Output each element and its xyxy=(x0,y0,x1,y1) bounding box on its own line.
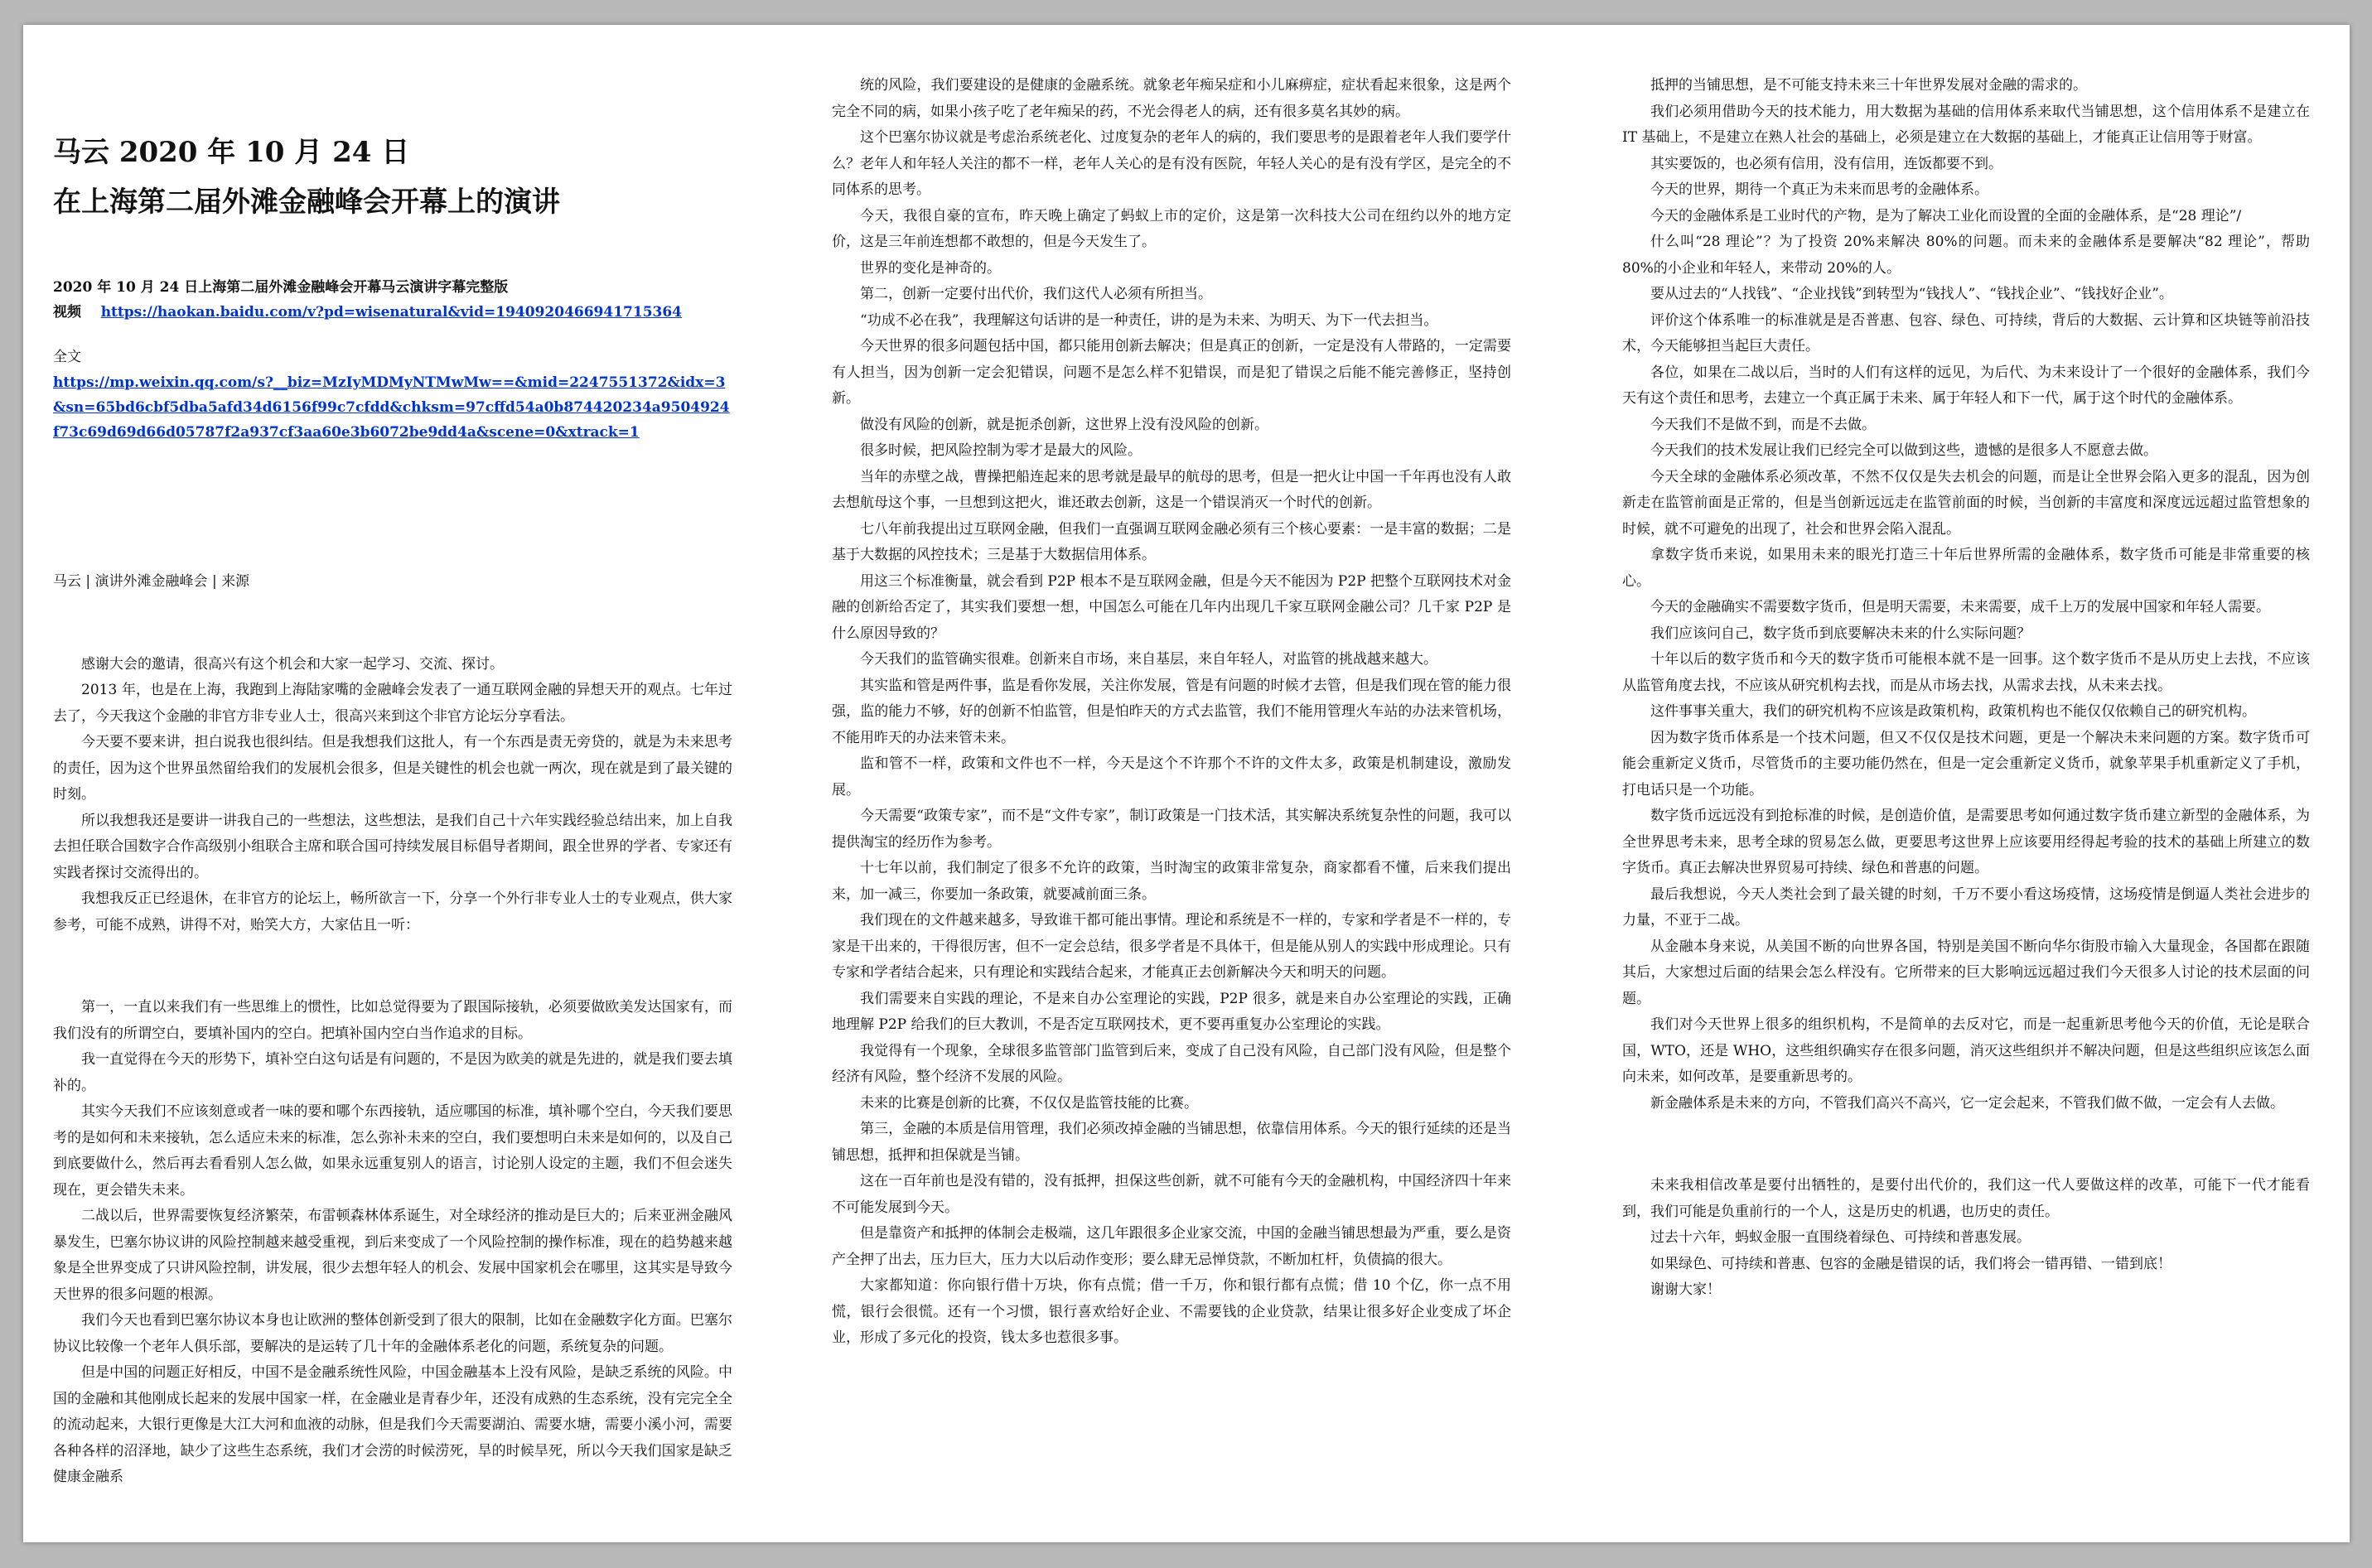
column-left xyxy=(53,71,732,1491)
paragraph: 我们应该问自己，数字货币到底要解决未来的什么实际问题？ xyxy=(1650,625,2031,642)
paragraph: 用这三个标准衡量，就会看到 P2P 根本不是互联网金融，但是今天不能因为 P2P 把整个互联网技术对金融的创新给否定了，其实我们要想一想，中国怎么可能在几年内出现几千家互联网金融公司？几千家 P2P 是什么原因导致的？ xyxy=(832,572,1511,642)
column-middle xyxy=(832,73,1511,1352)
paragraph: 世界的变化是神奇的。 xyxy=(860,259,1001,277)
paragraph: 二战以后，世界需要恢复经济繁荣，布雷顿森林体系诞生，对全球经济的推动是巨大的；后来亚洲金融风暴发生，巴塞尔协议讲的风险控制越来越受重视，到后来变成了一个风险控制的操作标准，现在的趋势越来越象是全世界变成了只讲风险控制，讲发展，很少去想年轻人的机会、发展中国家机会在哪里，这其实是导致今天世界的很多问题的根源。 xyxy=(53,1208,732,1303)
paragraph: 这件事事关重大，我们的研究机构不应该是政策机构，政策机构也不能仅仅依赖自己的研究机构。 xyxy=(1650,703,2256,720)
paragraph: 数字货币远远没有到抢标准的时候，是创造价值，是需要思考如何通过数字货币建立新型的金融体系，为全世界思考未来，思考全球的贸易怎么做，更要思考这世界上应该要用经得起考验的技术的基础上所建立的数字货币。真正去解决世界贸易可持续、绿色和普惠的问题。 xyxy=(1622,808,2310,876)
paragraph: 未来我相信改革是要付出牺牲的，是要付出代价的，我们这一代人要做这样的改革，可能下一代才能看到，我们可能是负重前行的一个人，这是历史的机遇，也历史的责任。 xyxy=(1622,1177,2310,1220)
paragraph: 2013 年，也是在上海，我跑到上海陆家嘴的金融峰会发表了一通互联网金融的异想天开的观点。七年过去了，今天我这个金融的非官方非专业人士，很高兴来到这个非官方论坛分享看法。 xyxy=(53,682,732,725)
paragraph-gap xyxy=(1622,1131,2310,1159)
paragraph: 今天的金融体系是工业时代的产物，是为了解决工业化而设置的全面的金融体系，是“28 理论”/ xyxy=(1650,207,2242,224)
video-label: 视频 xyxy=(53,304,81,321)
paragraph: 十七年以前，我们制定了很多不允许的政策，当时淘宝的政策非常复杂，商家都看不懂，后来我们提出来，加一减三，你要加一条政策，就要减前面三条。 xyxy=(832,860,1511,903)
video-link[interactable]: https://haokan.baidu.com/v?pd=wisenatural&vid=1940920466941715364 xyxy=(100,304,683,321)
paragraph: 我们现在的文件越来越多，导致谁干都可能出事情。理论和系统是不一样的，专家和学者是不一样的，专家是干出来的，干得很厉害，但不一定会总结，很多学者是不具体干，但是能从别人的实践中形成理论。只有专家和学者结合起来，只有理论和实践结合起来，才能真正去创新解决今天和明天的问题。 xyxy=(832,912,1511,981)
paragraph: 其实今天我们不应该刻意或者一味的要和哪个东西接轨，适应哪国的标准，填补哪个空白，今天我们要思考的是如何和未来接轨，怎么适应未来的标准，怎么弥补未来的空白，我们要想明白未来是如何的，以及自己到底要做什么，然后再去看看别人怎么做，如果永远重复别人的语言，讨论别人设定的主题，我们不但会迷失现在，更会错失未来。 xyxy=(53,1103,732,1199)
paragraph: 今天世界的很多问题包括中国，都只能用创新去解决；但是真正的创新，一定是没有人带路的，一定需要有人担当，因为创新一定会犯错误，问题不是怎么样不犯错误，而是犯了错误之后能不能完善修正，坚持创新。 xyxy=(832,338,1511,407)
video-row xyxy=(53,300,732,326)
paragraph: 今天我们不是做不到，而是不去做。 xyxy=(1650,416,1876,433)
byline: 马云 | 演讲外滩金融峰会 | 来源 xyxy=(53,573,250,590)
paragraph: 做没有风险的创新，就是扼杀创新，这世界上没有没风险的创新。 xyxy=(860,416,1268,433)
paragraph: 今天要不要来讲，担白说我也很纠结。但是我想我们这批人，有一个东西是责无旁贷的，就是为未来思考的责任，因为这个世界虽然留给我们的发展机会很多，但是关键性的机会也就一两次，现在就是到了最关键的时刻。 xyxy=(53,734,732,803)
paragraph: 大家都知道：你向银行借十万块，你有点慌；借一千万，你和银行都有点慌；借 10 个亿，你一点不用慌，银行会很慌。还有一个习惯，银行喜欢给好企业、不需要钱的企业贷款，结果让很多好企业变成了坏企业，形成了多元化的投资，钱太多也惹很多事。 xyxy=(832,1277,1511,1346)
paragraph: 因为数字货币体系是一个技术问题，但又不仅仅是技术问题，更是一个解决未来问题的方案。数字货币可能会重新定义货币，尽管货币的主要功能仍然在，但是一定会重新定义货币，就象苹果手机重新定义了手机，打电话只是一个功能。 xyxy=(1622,729,2310,798)
paragraph: 这在一百年前也是没有错的，没有抵押，担保这些创新，就不可能有今天的金融机构，中国经济四十年来不可能发展到今天。 xyxy=(832,1173,1511,1216)
paragraph: 今天我们的技术发展让我们已经完全可以做到这些，遗憾的是很多人不愿意去做。 xyxy=(1650,442,2157,459)
paragraph: 拿数字货币来说，如果用未来的眼光打造三十年后世界所需的金融体系，数字货币可能是非常重要的核心。 xyxy=(1622,547,2310,590)
paragraph: 当年的赤壁之战，曹操把船连起来的思考就是最早的航母的思考，但是一把火让中国一千年再也没有人敢去想航母这个事，一旦想到这把火，谁还敢去创新，这是一个错误消灭一个时代的创新。 xyxy=(832,468,1511,511)
body-left xyxy=(53,652,732,1491)
paragraph: 第一，一直以来我们有一些思维上的惯性，比如总觉得要为了跟国际接轨，必须要做欧美发达国家有，而我们没有的所谓空白，要填补国内的空白。把填补国内空白当作追求的目标。 xyxy=(53,999,732,1042)
paragraph: 我们对今天世界上很多的组织机构，不是简单的去反对它，而是一起重新思考他今天的价值，无论是联合国，WTO，还是 WHO，这些组织确实存在很多问题，消灭这些组织并不解决问题，但是这些组织应该怎么面向未来，如何改革，是要重新思考的。 xyxy=(1622,1016,2310,1085)
paragraph: 七八年前我提出过互联网金融，但我们一直强调互联网金融必须有三个核心要素：一是丰富的数据；二是基于大数据的风控技术；三是基于大数据信用体系。 xyxy=(832,520,1511,563)
paragraph: 今天，我很自豪的宣布，昨天晚上确定了蚂蚁上市的定价，这是第一次科技大公司在纽约以外的地方定价，这是三年前连想都不敢想的，但是今天发生了。 xyxy=(832,207,1511,250)
paragraph: 感谢大会的邀请，很高兴有这个机会和大家一起学习、交流、探讨。 xyxy=(81,655,504,673)
paragraph: 新金融体系是未来的方向，不管我们高兴不高兴，它一定会起来，不管我们做不做，一定会有人去做。 xyxy=(1650,1094,2284,1112)
paragraph: “功成不必在我”，我理解这句话讲的是一种责任，讲的是为未来、为明天、为下一代去担当。 xyxy=(860,311,1438,329)
paragraph: 今天的世界，期待一个真正为未来而思考的金融体系。 xyxy=(1650,181,1988,198)
paragraph: 我们必须用借助今天的技术能力，用大数据为基础的信用体系来取代当铺思想，这个信用体系不是建立在 IT 基础上，不是建立在熟人社会的基础上，必须是建立在大数据的基础上，才能真正让信用等于财富。 xyxy=(1622,103,2310,146)
body-middle xyxy=(832,73,1511,1352)
paragraph: 今天的金融确实不需要数字货币，但是明天需要，未来需要，成千上万的发展中国家和年轻人需要。 xyxy=(1650,599,2270,615)
paragraph: 我想我反正已经退休，在非官方的论坛上，畅所欲言一下，分享一个外行非专业人士的专业观点，供大家参考，可能不成熟，讲得不对，贻笑大方，大家估且一听： xyxy=(53,890,732,934)
title-line2: 在上海第二届外滩金融峰会开幕上的演讲 xyxy=(53,186,560,219)
paragraph: 我们今天也看到巴塞尔协议本身也让欧洲的整体创新受到了很大的限制，比如在金融数字化方面。巴塞尔协议比较像一个老年人俱乐部，要解决的是运转了几十年的金融体系老化的问题，系统复杂的问题。 xyxy=(53,1312,732,1355)
paragraph: 今天全球的金融体系必须改革，不然不仅仅是失去机会的问题，而是让全世界会陷入更多的混乱，因为创新走在监管前面是正常的，但是当创新远远走在监管前面的时候，当创新的丰富度和深度远远超过监管想象的时候，就不可避免的出现了，社会和世界会陷入混乱。 xyxy=(1622,468,2310,538)
paragraph-gap xyxy=(53,953,732,981)
paragraph: 评价这个体系唯一的标准就是是否普惠、包容、绿色、可持续，背后的大数据、云计算和区块链等前沿技术，今天能够担当起巨大责任。 xyxy=(1622,311,2310,355)
paragraph: 今天需要“政策专家”，而不是“文件专家”，制订政策是一门技术活，其实解决系统复杂性的问题，我可以提供淘宝的经历作为参考。 xyxy=(832,808,1511,851)
fulltext-label: 全文 xyxy=(53,348,81,365)
paragraph: 抵押的当铺思想，是不可能支持未来三十年世界发展对金融的需求的。 xyxy=(1650,77,2087,94)
paragraph: 最后我想说，今天人类社会到了最关键的时刻，千万不要小看这场疫情，这场疫情是倒逼人类社会进步的力量，不亚于二战。 xyxy=(1622,885,2310,929)
title-line1: 马云 2020 年 10 月 24 日 xyxy=(53,136,410,169)
paragraph: 第二，创新一定要付出代价，我们这代人必须有所担当。 xyxy=(860,286,1212,302)
document-page xyxy=(23,25,2350,1542)
paragraph: 谢谢大家！ xyxy=(1650,1281,1721,1298)
paragraph: 各位，如果在二战以后，当时的人们有这样的远见，为后代、为未来设计了一个很好的金融体系，我们今天有这个责任和思考，去建立一个真正属于未来、属于年轻人和下一代，属于这个时代的金融体系。 xyxy=(1622,364,2310,407)
subtitle: 2020 年 10 月 24 日上海第二届外滩金融峰会开幕马云演讲字幕完整版 xyxy=(53,279,509,296)
paragraph: 未来的比赛是创新的比赛，不仅仅是监管技能的比赛。 xyxy=(860,1094,1198,1112)
fulltext-link[interactable]: https://mp.weixin.qq.com/s?__biz=MzIyMDMyNTMwMw==&mid=2247551372&idx=3&sn=65bd6cbf5dba5afd34d6156f99c7cfdd&chksm=97cffd54a0b874420234a9504924f73c69d69d66d05787f2a937cf3aa60e3b6072be9dd4a&scene=0&xtrack=1 xyxy=(53,374,730,441)
paragraph: 今天我们的监管确实很难。创新来自市场，来自基层，来自年轻人，对监管的挑战越来越大。 xyxy=(860,651,1437,668)
paragraph: 所以我想我还是要讲一讲我自己的一些想法，这些想法，是我们自己十六年实践经验总结出来，加上自我去担任联合国数字合作高级别小组联合主席和联合国可持续发展目标倡导者期间，跟全世界的学者、专家还有实践者探讨交流得出的。 xyxy=(53,812,732,881)
paragraph: 从金融本身来说，从美国不断的向世界各国，特别是美国不断向华尔街股市输入大量现金，各国都在跟随其后，大家想过后面的结果会怎么样没有。它所带来的巨大影响远远超过我们今天很多人讨论的技术层面的问题。 xyxy=(1622,938,2310,1007)
paragraph: 这个巴塞尔协议就是考虑治系统老化、过度复杂的老年人的病的，我们要思考的是跟着老年人我们要学什么？老年人和年轻人关注的都不一样，老年人关心的是有没有医院，年轻人关心的是有没有学区，是完全的不同体系的思考。 xyxy=(832,129,1511,198)
paragraph: 十年以后的数字货币和今天的数字货币可能根本就不是一回事。这个数字货币不是从历史上去找，不应该从监管角度去找，不应该从研究机构去找，而是从市场去找，从需求去找，从未来去找。 xyxy=(1622,651,2310,694)
paragraph: 我觉得有一个现象，全球很多监管部门监管到后来，变成了自己没有风险，自己部门没有风险，但是整个经济有风险，整个经济不发展的风险。 xyxy=(832,1042,1511,1085)
paragraph: 第三，金融的本质是信用管理，我们必须改掉金融的当铺思想，依靠信用体系。今天的银行延续的还是当铺思想，抵押和担保就是当铺。 xyxy=(832,1121,1511,1164)
paragraph: 其实要饭的，也必须有信用，没有信用，连饭都要不到。 xyxy=(1650,155,2002,172)
paragraph: 我们需要来自实践的理论，不是来自办公室理论的实践，P2P 很多，就是来自办公室理论的实践，正确地理解 P2P 给我们的巨大教训，不是否定互联网技术，更不要再重复办公室理论的实践。 xyxy=(832,990,1511,1033)
paragraph: 很多时候，把风险控制为零才是最大的风险。 xyxy=(860,442,1142,459)
body-right xyxy=(1622,73,2310,1304)
paragraph: 我一直觉得在今天的形势下，填补空白这句话是有问题的，不是因为欧美的就是先进的，就是我们要去填补的。 xyxy=(53,1051,732,1094)
paragraph: 其实监和管是两件事，监是看你发展，关注你发展，管是有问题的时候才去管，但是我们现在管的能力很强，监的能力不够，好的创新不怕监管，但是怕昨天的方式去监管，我们不能用管理火车站的办法来管机场，不能用昨天的办法来管未来。 xyxy=(832,677,1511,746)
paragraph: 统的风险，我们要建设的是健康的金融系统。就象老年痴呆症和小儿麻痹症，症状看起来很象，这是两个完全不同的病，如果小孩子吃了老年痴呆的药，不光会得老人的病，还有很多莫名其妙的病。 xyxy=(832,77,1511,120)
paragraph: 但是中国的问题正好相反，中国不是金融系统性风险，中国金融基本上没有风险，是缺乏系统的风险。中国的金融和其他刚成长起来的发展中国家一样，在金融业是青春少年，还没有成熟的生态系统，没有完完全全的流动起来，大银行更像是大江大河和血液的动脉，但是我们今天需要湖泊、需要水塘，需要小溪小河，需要各种各样的沼泽地，缺少了这些生态系统，我们才会涝的时候涝死，旱的时候旱死，所以今天我们国家是缺乏健康金融系 xyxy=(53,1364,732,1485)
paragraph: 过去十六年，蚂蚁金服一直围绕着绿色、可持续和普惠发展。 xyxy=(1650,1229,2031,1246)
paragraph: 如果绿色、可持续和普惠、包容的金融是错误的话，我们将会一错再错、一错到底！ xyxy=(1650,1255,2172,1272)
column-right xyxy=(1622,73,2310,1304)
paragraph: 要从过去的“人找钱”、“企业找钱”到转型为“钱找人”、“钱找企业”、“钱找好企业”。 xyxy=(1650,286,2173,302)
paragraph: 但是靠资产和抵押的体制会走极端，这几年跟很多企业家交流，中国的金融当铺思想最为严重，要么是资产全押了出去，压力巨大，压力大以后动作变形；要么肆无忌惮贷款，不断加杠杆，负债搞的很大。 xyxy=(832,1225,1511,1268)
paragraph: 监和管不一样，政策和文件也不一样，今天是这个不许那个不许的文件太多，政策是机制建设，激励发展。 xyxy=(832,755,1511,798)
paragraph: 什么叫“28 理论”？为了投资 20%来解决 80%的问题。而未来的金融体系是要解决“82 理论”，帮助 80%的小企业和年轻人，来带动 20%的人。 xyxy=(1622,234,2310,277)
